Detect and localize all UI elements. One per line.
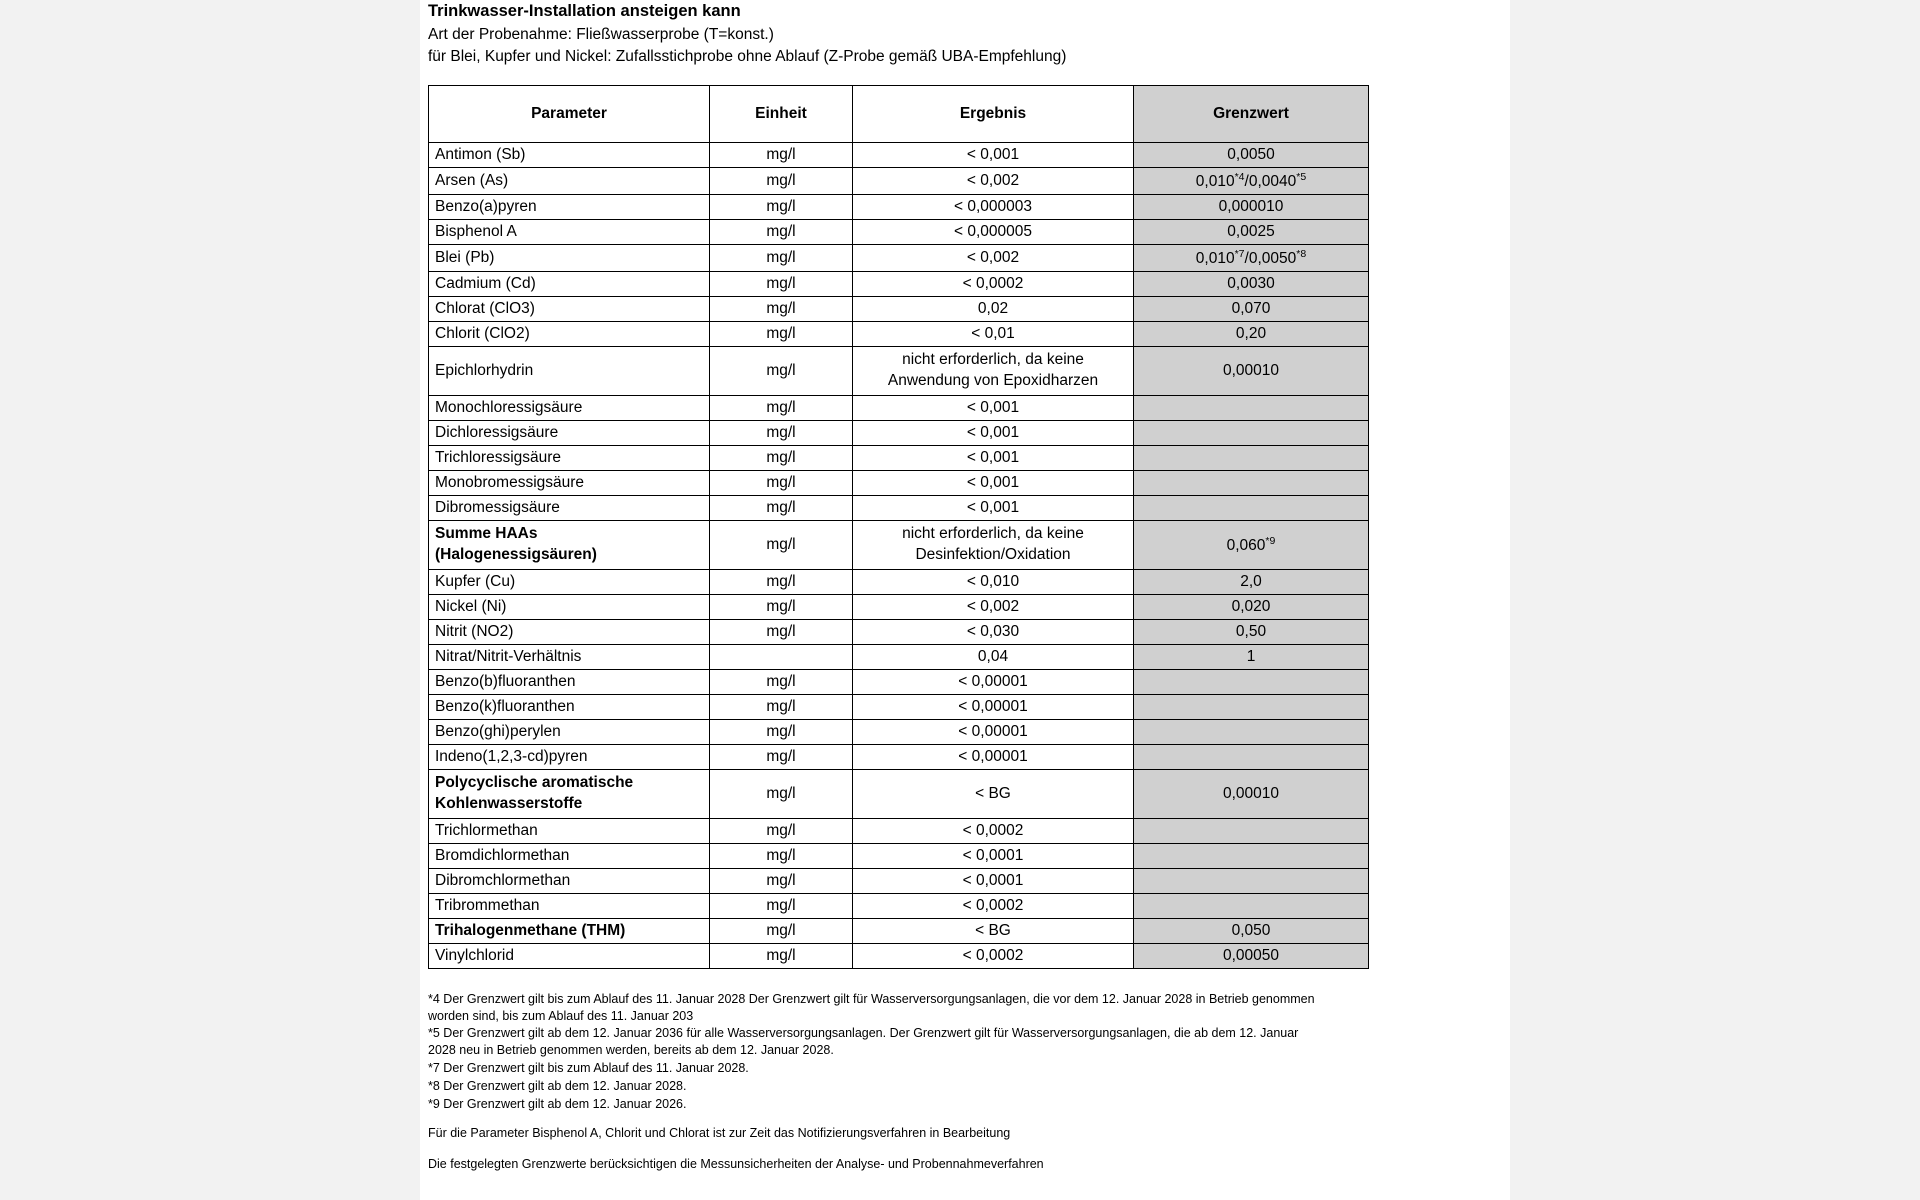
cell-result: < BG <box>853 918 1134 943</box>
cell-unit: mg/l <box>710 943 853 968</box>
cell-parameter: Trihalogenmethane (THM) <box>429 918 710 943</box>
table-row <box>429 471 1369 496</box>
cell-result: nicht erforderlich, da keine Anwendung von Epoxidharzen <box>853 347 1134 396</box>
table-row <box>429 943 1369 968</box>
cell-unit: mg/l <box>710 167 853 194</box>
cell-parameter: Summe HAAs (Halogenessigsäuren) <box>429 521 710 570</box>
cell-limit <box>1134 421 1369 446</box>
cell-result: 0,04 <box>853 644 1134 669</box>
cell-parameter: Bisphenol A <box>429 220 710 245</box>
cell-unit: mg/l <box>710 297 853 322</box>
cell-result: < BG <box>853 769 1134 818</box>
cell-result: < 0,0002 <box>853 943 1134 968</box>
cell-parameter: Trichlormethan <box>429 818 710 843</box>
cell-parameter: Dibromessigsäure <box>429 496 710 521</box>
cell-result: < 0,002 <box>853 167 1134 194</box>
cell-parameter: Chlorat (ClO3) <box>429 297 710 322</box>
document-page <box>420 0 1510 1200</box>
cell-result: < 0,001 <box>853 142 1134 167</box>
cell-unit <box>710 644 853 669</box>
cell-unit: mg/l <box>710 694 853 719</box>
table-header-row <box>429 85 1369 142</box>
table-row <box>429 347 1369 396</box>
cell-result: < 0,01 <box>853 322 1134 347</box>
cell-result: < 0,0001 <box>853 843 1134 868</box>
cell-parameter: Vinylchlorid <box>429 943 710 968</box>
cell-limit: 0,070 <box>1134 297 1369 322</box>
cell-limit: 0,00010 <box>1134 347 1369 396</box>
sample-type-line: Art der Probenahme: Fließwasserprobe (T=konst.) <box>428 25 774 43</box>
cell-parameter: Polycyclische aromatische Kohlenwasserstoffe <box>429 769 710 818</box>
table-row <box>429 769 1369 818</box>
cell-limit <box>1134 496 1369 521</box>
cell-limit: 0,010$^{*4}$/0,0040$^{*5}$ <box>1134 167 1369 194</box>
cell-limit: 0,060$^{*9}$ <box>1134 521 1369 570</box>
cell-unit: mg/l <box>710 893 853 918</box>
cell-limit: 0,000010 <box>1134 195 1369 220</box>
cell-limit <box>1134 744 1369 769</box>
table-row <box>429 893 1369 918</box>
table-body <box>429 142 1369 968</box>
cell-result: < 0,0002 <box>853 272 1134 297</box>
note-notification-procedure: Für die Parameter Bisphenol A, Chlorit und Chlorat ist zur Zeit das Notifizierungsverfahren in Bearbeitung <box>428 1125 1011 1140</box>
cell-unit: mg/l <box>710 245 853 272</box>
cell-parameter: Benzo(b)fluoranthen <box>429 669 710 694</box>
column-header-parameter: Parameter <box>429 85 710 142</box>
cell-unit: mg/l <box>710 521 853 570</box>
cell-result: < 0,002 <box>853 245 1134 272</box>
table-row <box>429 569 1369 594</box>
table-row <box>429 322 1369 347</box>
table-row <box>429 167 1369 194</box>
cell-limit: 0,020 <box>1134 594 1369 619</box>
table-row <box>429 496 1369 521</box>
cell-result: < 0,00001 <box>853 744 1134 769</box>
cell-unit: mg/l <box>710 918 853 943</box>
cell-parameter: Cadmium (Cd) <box>429 272 710 297</box>
table-row <box>429 195 1369 220</box>
table-row <box>429 272 1369 297</box>
cell-unit: mg/l <box>710 496 853 521</box>
cell-parameter: Indeno(1,2,3-cd)pyren <box>429 744 710 769</box>
cell-limit <box>1134 843 1369 868</box>
cell-parameter: Chlorit (ClO2) <box>429 322 710 347</box>
cell-parameter: Arsen (As) <box>429 167 710 194</box>
cell-limit <box>1134 893 1369 918</box>
cell-limit: 0,010$^{*7}$/0,0050$^{*8}$ <box>1134 245 1369 272</box>
cell-parameter: Monochloressigsäure <box>429 396 710 421</box>
cell-limit <box>1134 694 1369 719</box>
table-row <box>429 843 1369 868</box>
table-row <box>429 521 1369 570</box>
cell-parameter: Bromdichlormethan <box>429 843 710 868</box>
footnote-5: *5 Der Grenzwert gilt ab dem 12. Januar 2036 für alle Wasserversorgungsanlagen. Der Grenzwert gilt für Wasserversorgungsanlagen, die ab dem 12. Januar 2028 neu in Betrieb genommen werden, bereits ab dem 12. Januar 2028. <box>428 1026 1299 1058</box>
note-measurement-uncertainty: Die festgelegten Grenzwerte berücksichtigen die Messunsicherheiten der Analyse- und Probennahmeverfahren <box>428 1156 1044 1171</box>
cell-parameter: Benzo(ghi)perylen <box>429 719 710 744</box>
table-row <box>429 644 1369 669</box>
table-row <box>429 744 1369 769</box>
cell-result: nicht erforderlich, da keine Desinfektion/Oxidation <box>853 521 1134 570</box>
cell-result: < 0,001 <box>853 396 1134 421</box>
table-row <box>429 594 1369 619</box>
cell-result: 0,02 <box>853 297 1134 322</box>
cell-limit <box>1134 471 1369 496</box>
footnote-9: *9 Der Grenzwert gilt ab dem 12. Januar 2026. <box>428 1096 687 1111</box>
table-row <box>429 818 1369 843</box>
cell-limit: 0,050 <box>1134 918 1369 943</box>
cell-unit: mg/l <box>710 569 853 594</box>
cell-unit: mg/l <box>710 471 853 496</box>
sample-note-line: für Blei, Kupfer und Nickel: Zufallsstichprobe ohne Ablauf (Z-Probe gemäß UBA-Empfehlung) <box>428 48 1067 66</box>
cell-limit: 2,0 <box>1134 569 1369 594</box>
cell-unit: mg/l <box>710 619 853 644</box>
cell-unit: mg/l <box>710 669 853 694</box>
table-row <box>429 918 1369 943</box>
table-row <box>429 669 1369 694</box>
cell-result: < 0,001 <box>853 471 1134 496</box>
cell-parameter: Trichloressigsäure <box>429 446 710 471</box>
cell-result: < 0,0002 <box>853 818 1134 843</box>
cell-limit: 0,0050 <box>1134 142 1369 167</box>
footnote-7: *7 Der Grenzwert gilt bis zum Ablauf des 11. Januar 2028. <box>428 1061 749 1076</box>
cell-result: < 0,030 <box>853 619 1134 644</box>
table-row <box>429 619 1369 644</box>
cell-unit: mg/l <box>710 843 853 868</box>
cell-result: < 0,000005 <box>853 220 1134 245</box>
page-title: Trinkwasser-Installation ansteigen kann <box>428 2 741 20</box>
footnotes <box>428 991 1328 1173</box>
table-row <box>429 220 1369 245</box>
cell-parameter: Epichlorhydrin <box>429 347 710 396</box>
cell-unit: mg/l <box>710 272 853 297</box>
table-row <box>429 396 1369 421</box>
document-content <box>420 0 1510 1173</box>
results-table <box>428 85 1369 969</box>
table-row <box>429 297 1369 322</box>
table-row <box>429 446 1369 471</box>
cell-limit: 0,20 <box>1134 322 1369 347</box>
cell-unit: mg/l <box>710 220 853 245</box>
cell-unit: mg/l <box>710 322 853 347</box>
cell-unit: mg/l <box>710 142 853 167</box>
cell-limit: 1 <box>1134 644 1369 669</box>
cell-limit: 0,0025 <box>1134 220 1369 245</box>
cell-parameter: Kupfer (Cu) <box>429 569 710 594</box>
cell-result: < 0,010 <box>853 569 1134 594</box>
cell-limit <box>1134 669 1369 694</box>
column-header-unit: Einheit <box>710 85 853 142</box>
cell-result: < 0,001 <box>853 421 1134 446</box>
cell-parameter: Nickel (Ni) <box>429 594 710 619</box>
cell-result: < 0,000003 <box>853 195 1134 220</box>
cell-parameter: Dichloressigsäure <box>429 421 710 446</box>
cell-unit: mg/l <box>710 446 853 471</box>
cell-result: < 0,002 <box>853 594 1134 619</box>
cell-parameter: Dibromchlormethan <box>429 868 710 893</box>
cell-unit: mg/l <box>710 594 853 619</box>
footnote-4: *4 Der Grenzwert gilt bis zum Ablauf des 11. Januar 2028 Der Grenzwert gilt für Wasserversorgungsanlagen, die vor dem 12. Januar 2028 in Betrieb genommen worden sind, bis zum Ablauf des 11. Januar 203 <box>428 991 1315 1023</box>
cell-parameter: Nitrit (NO2) <box>429 619 710 644</box>
cell-parameter: Blei (Pb) <box>429 245 710 272</box>
cell-parameter: Benzo(a)pyren <box>429 195 710 220</box>
cell-limit: 0,0030 <box>1134 272 1369 297</box>
column-header-limit: Grenzwert <box>1134 85 1369 142</box>
cell-limit: 0,00010 <box>1134 769 1369 818</box>
table-head <box>429 85 1369 142</box>
cell-unit: mg/l <box>710 347 853 396</box>
cell-parameter: Antimon (Sb) <box>429 142 710 167</box>
table-row <box>429 245 1369 272</box>
cell-parameter: Benzo(k)fluoranthen <box>429 694 710 719</box>
cell-unit: mg/l <box>710 421 853 446</box>
cell-limit <box>1134 719 1369 744</box>
column-header-result: Ergebnis <box>853 85 1134 142</box>
cell-result: < 0,00001 <box>853 719 1134 744</box>
table-row <box>429 719 1369 744</box>
cell-result: < 0,00001 <box>853 669 1134 694</box>
cell-unit: mg/l <box>710 744 853 769</box>
table-row <box>429 868 1369 893</box>
cell-parameter: Tribrommethan <box>429 893 710 918</box>
cell-limit <box>1134 396 1369 421</box>
table-row <box>429 421 1369 446</box>
table-row <box>429 142 1369 167</box>
cell-result: < 0,001 <box>853 446 1134 471</box>
cell-limit <box>1134 446 1369 471</box>
cell-unit: mg/l <box>710 195 853 220</box>
cell-limit <box>1134 868 1369 893</box>
cell-unit: mg/l <box>710 719 853 744</box>
cell-result: < 0,0001 <box>853 868 1134 893</box>
cell-limit: 0,00050 <box>1134 943 1369 968</box>
cell-limit: 0,50 <box>1134 619 1369 644</box>
cell-unit: mg/l <box>710 868 853 893</box>
cell-unit: mg/l <box>710 396 853 421</box>
table-row <box>429 694 1369 719</box>
cell-unit: mg/l <box>710 818 853 843</box>
cell-parameter: Nitrat/Nitrit-Verhältnis <box>429 644 710 669</box>
footnote-8: *8 Der Grenzwert gilt ab dem 12. Januar 2028. <box>428 1079 687 1094</box>
cell-parameter: Monobromessigsäure <box>429 471 710 496</box>
cell-unit: mg/l <box>710 769 853 818</box>
cell-result: < 0,0002 <box>853 893 1134 918</box>
cell-result: < 0,00001 <box>853 694 1134 719</box>
cell-result: < 0,001 <box>853 496 1134 521</box>
cell-limit <box>1134 818 1369 843</box>
